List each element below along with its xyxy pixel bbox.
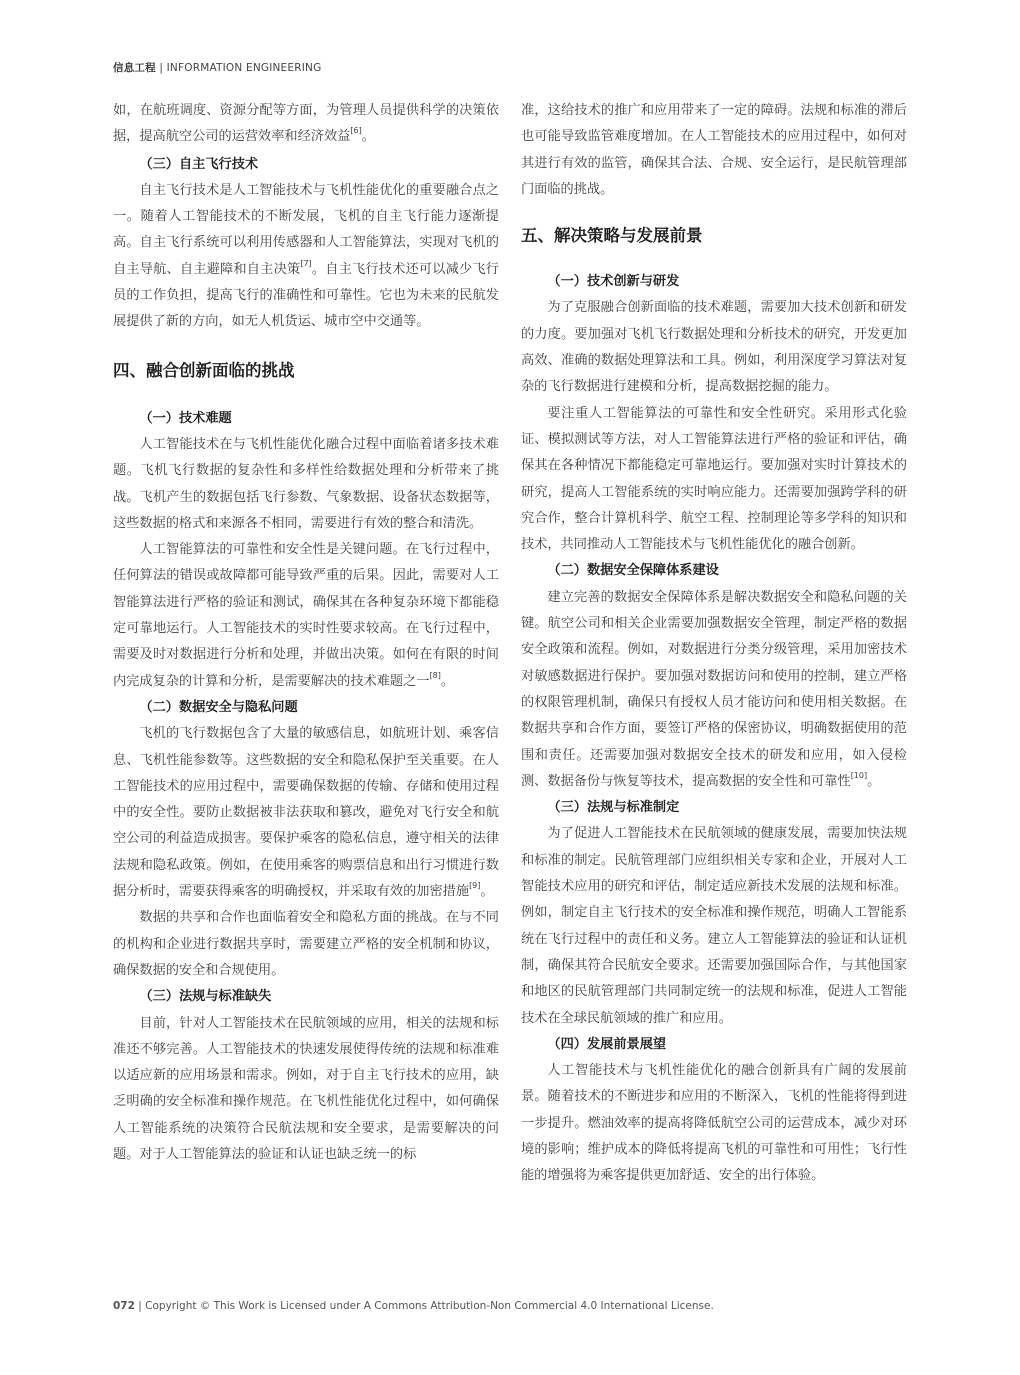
subsection-title: （二）数据安全保障体系建设 xyxy=(547,563,719,579)
subsection-title: （一）技术创新与研发 xyxy=(547,274,680,290)
citation[interactable]: [7] xyxy=(300,258,312,268)
paragraph: 为了克服融合创新面临的技术难题，需要加大技术创新和研发的力度。要加强对飞机飞行数据处理和分析技术的研究，开发更加高效、准确的数据处理算法和工具。例如，利用深度学习算法对复杂的飞行数据进行建模和分析，提高数据挖掘的能力。 xyxy=(521,300,907,395)
subsection-title: （三）法规与标准制定 xyxy=(547,800,680,816)
paragraph: 目前，针对人工智能技术在民航领域的应用，相关的法规和标准还不够完善。人工智能技术的快速发展使得传统的法规和标准难以适应新的应用场景和需求。例如，对于自主飞行技术的应用，缺乏明确的安全标准和操作规范。在飞机性能优化过程中，如何确保人工智能系统的决策符合民航法规和安全要求，是需要解决的问题。对于人工智能算法的验证和认证也缺乏统一的标 xyxy=(113,1015,499,1162)
left-column xyxy=(113,98,499,1168)
paragraph: 人工智能技术与飞机性能优化的融合创新具有广阔的发展前景。随着技术的不断进步和应用的不断深入，飞机的性能将得到进一步提升。燃油效率的提高将降低航空公司的运营成本，减少对环境的影响；维护成本的降低将提高飞机的可靠性和可用性；飞行性能的增强将为乘客提供更加舒适、安全的出行体验。 xyxy=(521,1063,907,1184)
section-title: 四、融合创新面临的挑战 xyxy=(113,360,295,380)
subsection-title: （二）数据安全与隐私问题 xyxy=(139,699,298,715)
paragraph: 为了促进人工智能技术在民航领域的健康发展，需要加快法规和标准的制定。民航管理部门应组织相关专家和企业，开展对人工智能技术应用的研究和评估，制定适应新技术发展的法规和标准。例如，制定自主飞行技术的安全标准和操作规范，明确人工智能系统在飞行过程中的责任和义务。建立人工智能算法的验证和认证机制，确保其符合民航安全要求。还需要加强国际合作，与其他国家和地区的民航管理部门共同制定统一的法规和标准，促进人工智能技术在全球民航领域的推广和应用。 xyxy=(521,826,907,1026)
citation[interactable]: [9] xyxy=(469,881,481,891)
paragraph: 准，这给技术的推广和应用带来了一定的障碍。法规和标准的滞后也可能导致监管难度增加。在人工智能技术的应用过程中，如何对其进行有效的监管，确保其合法、合规、安全运行，是民航管理部门面临的挑战。 xyxy=(521,103,907,197)
subsection-title: （三）自主飞行技术 xyxy=(139,156,259,172)
subsection-title: （三）法规与标准缺失 xyxy=(139,989,272,1005)
page-number: 072 xyxy=(113,1300,135,1312)
journal-name-cn: 信息工程 xyxy=(113,62,156,74)
citation[interactable]: [6] xyxy=(350,126,362,136)
paragraph: 建立完善的数据安全保障体系是解决数据安全和隐私问题的关键。航空公司和相关企业需要加强数据安全管理，制定严格的数据安全政策和流程。例如，对数据进行分类分级管理，采用加密技术对敏感数据进行保护。要加强对数据访问和使用的控制，建立严格的权限管理机制，确保只有授权人员才能访问和使用相关数据。在数据共享和合作方面，要签订严格的保密协议，明确数据使用的范围和责任。还需要加强对数据安全技术的研发和应用，如入侵检测、数据备份与恢复等技术，提高数据的安全性和可靠性[10]。 xyxy=(521,589,907,789)
subsection-title: （一）技术难题 xyxy=(139,410,232,426)
paragraph: 数据的共享和合作也面临着安全和隐私方面的挑战。在与不同的机构和企业进行数据共享时，需要建立严格的安全机制和协议，确保数据的安全和合规使用。 xyxy=(113,910,499,978)
running-header xyxy=(113,60,321,75)
journal-name-en: INFORMATION ENGINEERING xyxy=(166,62,322,74)
footer-separator: | xyxy=(138,1300,146,1312)
citation[interactable]: [8] xyxy=(429,670,441,680)
paragraph: 如，在航班调度、资源分配等方面，为管理人员提供科学的决策依据，提高航空公司的运营效率和经济效益[6]。 xyxy=(113,103,499,145)
license-text: Copyright © This Work is Licensed under A Commons Attribution-Non Commercial 4.0 International License. xyxy=(145,1300,714,1312)
page-footer xyxy=(113,1300,714,1312)
right-column xyxy=(521,98,907,1190)
paragraph: 人工智能算法的可靠性和安全性是关键问题。在飞行过程中，任何算法的错误或故障都可能导致严重的后果。因此，需要对人工智能算法进行严格的验证和测试，确保其在各种复杂环境下都能稳定可靠地运行。人工智能技术的实时性要求较高。在飞行过程中，需要及时对数据进行分析和处理，并做出决策。如何在有限的时间内完成复杂的计算和分析，是需要解决的技术难题之一[8]。 xyxy=(113,542,499,689)
section-title: 五、解决策略与发展前景 xyxy=(521,226,703,246)
paragraph: 飞机的飞行数据包含了大量的敏感信息，如航班计划、乘客信息、飞机性能参数等。这些数据的安全和隐私保护至关重要。在人工智能技术的应用过程中，需要确保数据的传输、存储和使用过程中的安全性。要防止数据被非法获取和篡改，避免对飞行安全和航空公司的利益造成损害。要保护乘客的隐私信息，遵守相关的法律法规和隐私政策。例如，在使用乘客的购票信息和出行习惯进行数据分析时，需要获得乘客的明确授权，并采取有效的加密措施[9]。 xyxy=(113,726,499,900)
subsection-title: （四）发展前景展望 xyxy=(547,1036,667,1052)
paragraph: 要注重人工智能算法的可靠性和安全性研究。采用形式化验证、模拟测试等方法，对人工智能算法进行严格的验证和评估，确保其在各种情况下都能稳定可靠地运行。要加强对实时计算技术的研究，提高人工智能系统的实时响应能力。还需要加强跨学科的研究合作，整合计算机科学、航空工程、控制理论等多学科的知识和技术，共同推动人工智能技术与飞机性能优化的融合创新。 xyxy=(521,405,907,553)
paragraph: 自主飞行技术是人工智能技术与飞机性能优化的重要融合点之一。随着人工智能技术的不断发展，飞机的自主飞行能力逐渐提高。自主飞行系统可以利用传感器和人工智能算法，实现对飞机的自主导航、自主避障和自主决策[7]。自主飞行技术还可以减少飞行员的工作负担，提高飞行的准确性和可靠性。它也为未来的民航发展提供了新的方向，如无人机货运、城市空中交通等。 xyxy=(113,182,499,330)
citation[interactable]: [10] xyxy=(850,770,868,780)
header-separator: | xyxy=(159,62,167,74)
paragraph: 人工智能技术在与飞机性能优化融合过程中面临着诸多技术难题。飞机飞行数据的复杂性和多样性给数据处理和分析带来了挑战。飞机产生的数据包括飞行参数、气象数据、设备状态数据等，这些数据的格式和来源各不相同，需要进行有效的整合和清洗。 xyxy=(113,436,499,531)
